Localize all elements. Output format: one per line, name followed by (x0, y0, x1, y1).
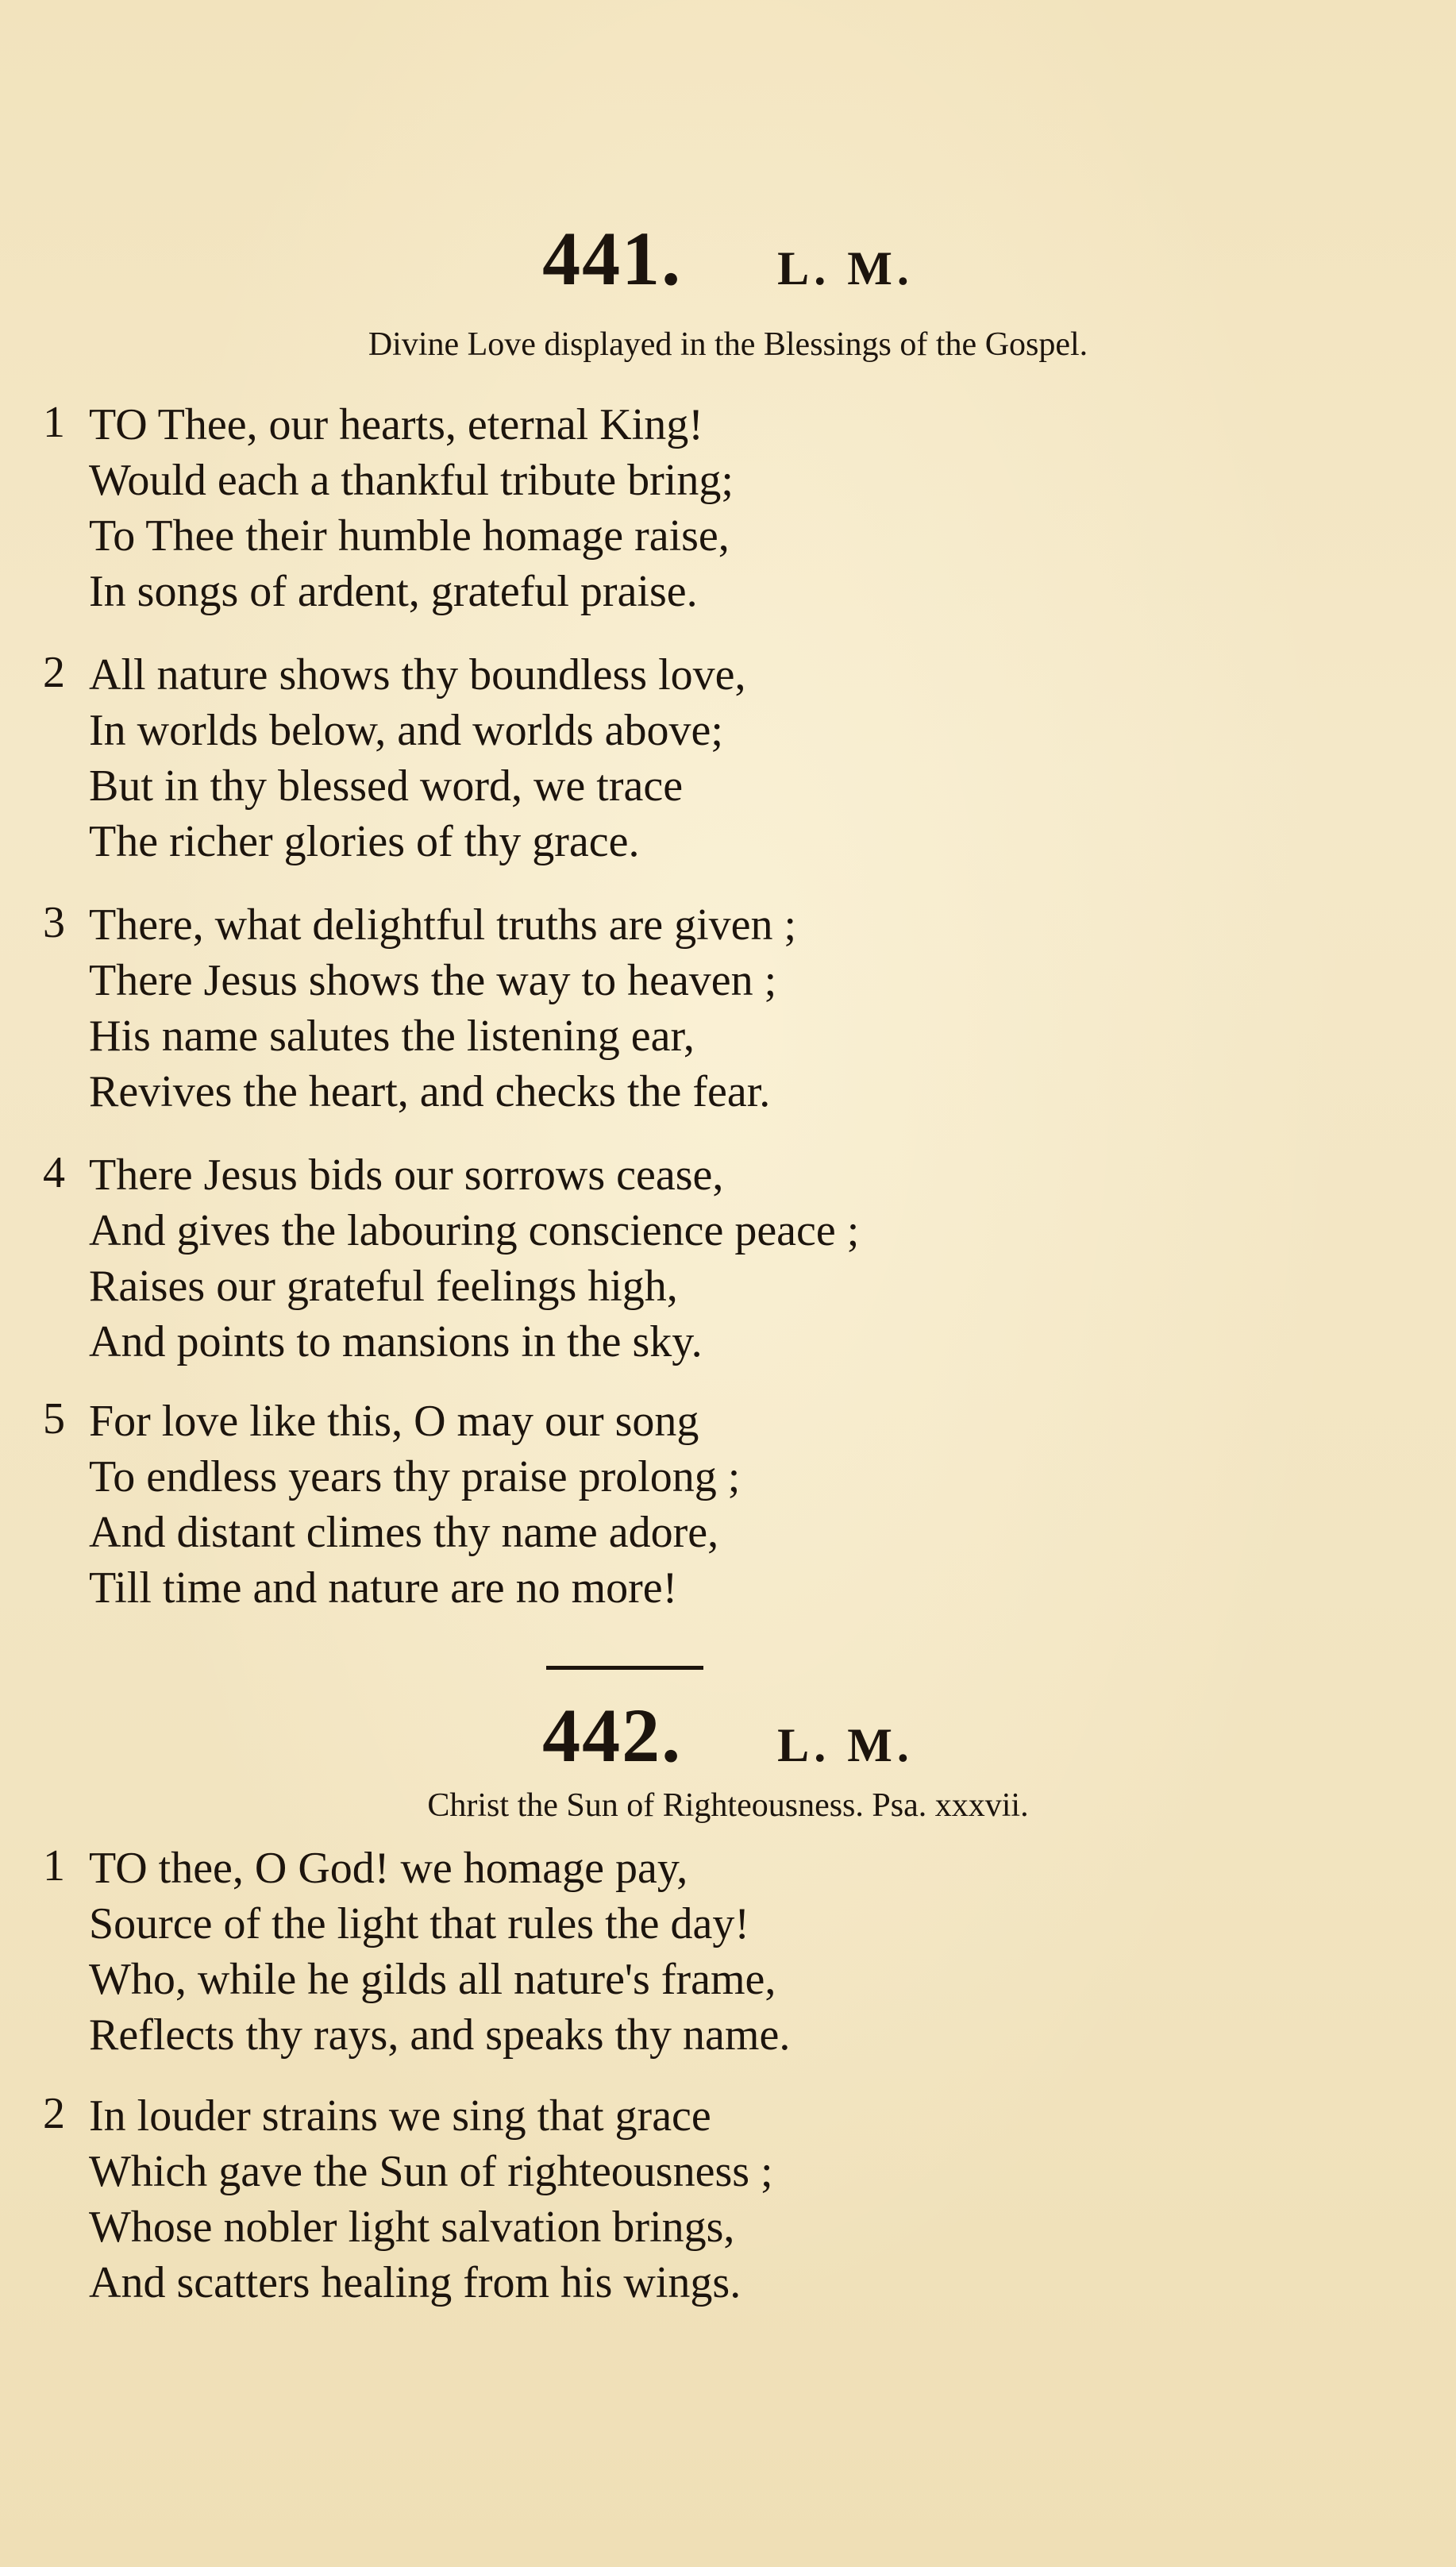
verse-line: His name salutes the listening ear, (89, 1012, 695, 1061)
section-divider (546, 1666, 703, 1670)
verse-number: 1 (43, 1841, 65, 1891)
hymn-subtitle: Christ the Sun of Righteousness. Psa. xxxvii. (427, 1787, 1029, 1824)
verse-line: TO thee, O God! we homage pay, (89, 1844, 688, 1893)
verse-line: In songs of ardent, grateful praise. (89, 567, 698, 616)
verse-number: 2 (43, 2089, 65, 2138)
verse-number: 3 (43, 898, 65, 947)
verse-line: Till time and nature are no more! (89, 1563, 678, 1613)
verse-line: Source of the light that rules the day! (89, 1899, 749, 1948)
hymn-meter: L. M. (777, 1719, 914, 1771)
verse-number: 4 (43, 1148, 65, 1197)
verse-line: Whose nobler light salvation brings, (89, 2203, 735, 2252)
verse-line: To endless years thy praise prolong ; (89, 1452, 741, 1501)
verse-number: 5 (43, 1394, 65, 1443)
verse-line: The richer glories of thy grace. (89, 817, 640, 866)
verse-line: Which gave the Sun of righteousness ; (89, 2147, 773, 2196)
verse-line: There Jesus shows the way to heaven ; (89, 956, 777, 1005)
verse-line: But in thy blessed word, we trace (89, 761, 684, 811)
verse-line: Revives the heart, and checks the fear. (89, 1067, 771, 1116)
verse-line: Reflects thy rays, and speaks thy name. (89, 2010, 791, 2060)
verse-line: There Jesus bids our sorrows cease, (89, 1151, 724, 1200)
verse-line: For love like this, O may our song (89, 1397, 699, 1446)
hymn-subtitle: Divine Love displayed in the Blessings of the Gospel. (368, 326, 1088, 363)
verse-line: In worlds below, and worlds above; (89, 706, 723, 755)
hymn-meter: L. M. (777, 242, 914, 295)
verse-line: In louder strains we sing that grace (89, 2091, 711, 2141)
verse-line: Would each a thankful tribute bring; (89, 456, 734, 505)
verse-line: Who, while he gilds all nature's frame, (89, 1955, 776, 2004)
verse-number: 2 (43, 648, 65, 697)
hymn-number: 441. (542, 216, 683, 301)
verse-line: Raises our grateful feelings high, (89, 1262, 678, 1311)
verse-line: And gives the labouring conscience peace ; (89, 1206, 860, 1255)
verse-line: All nature shows thy boundless love, (89, 650, 746, 700)
verse-line: To Thee their humble homage raise, (89, 511, 730, 561)
hymn-number: 442. (542, 1693, 683, 1778)
verse-line: And distant climes thy name adore, (89, 1508, 719, 1557)
verse-number: 1 (43, 398, 65, 447)
verse-line: There, what delightful truths are given ; (89, 900, 797, 950)
verse-line: And scatters healing from his wings. (89, 2258, 741, 2307)
hymn-441-heading (0, 214, 1456, 303)
hymn-442-heading (0, 1691, 1456, 1779)
verse-line: And points to mansions in the sky. (89, 1317, 703, 1366)
verse-line: TO Thee, our hearts, eternal King! (89, 400, 703, 449)
